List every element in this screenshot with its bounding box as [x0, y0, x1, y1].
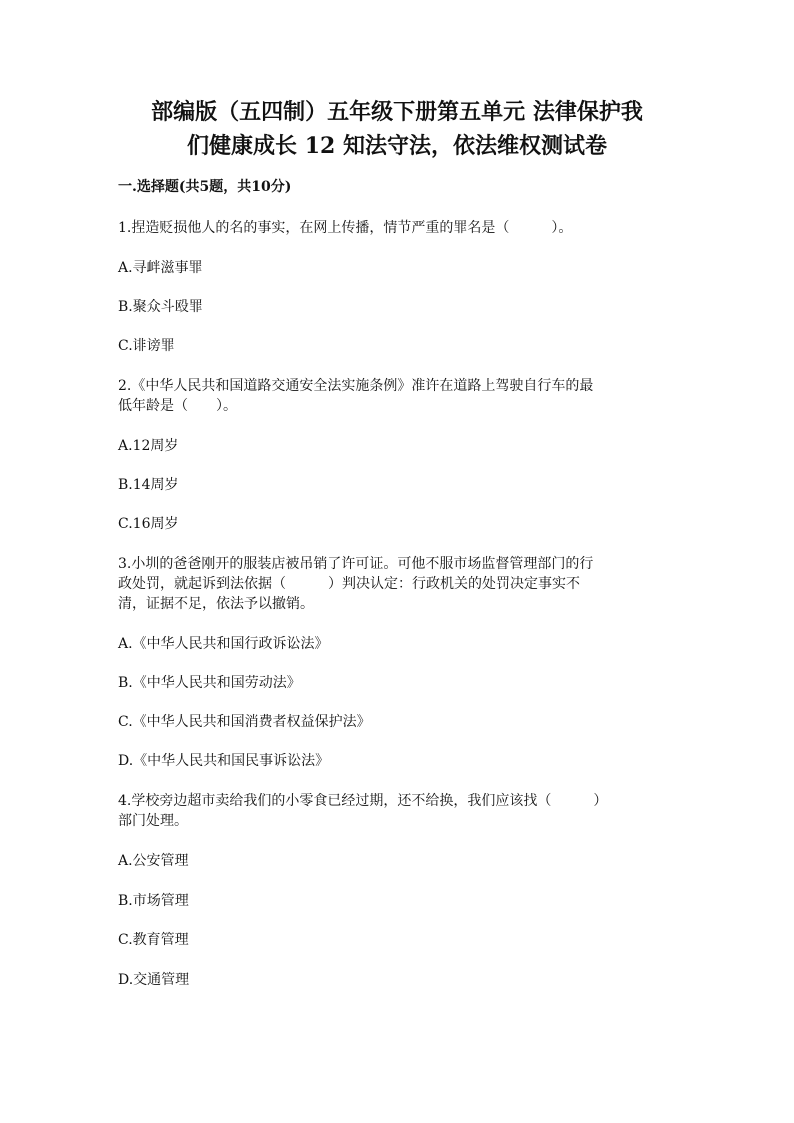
section-heading: 一.选择题(共5题，共10分): [118, 179, 292, 195]
page-title: [110, 95, 684, 163]
question-text-line: 2.《中华人民共和国道路交通安全法实施条例》准许在道路上驾驶自行车的最: [118, 378, 594, 394]
question-text-line: 1.捏造贬损他人的名的事实，在网上传播，情节严重的罪名是（ ）。: [118, 220, 573, 236]
title-line-2: 们健康成长 12 知法守法，依法维权测试卷: [187, 133, 607, 159]
title-line-1: 部编版（五四制）五年级下册第五单元 法律保护我: [151, 99, 643, 125]
question-text-line: 低年龄是（ ）。: [118, 398, 237, 414]
question-text-line: 政处罚，就起诉到法依据（ ）判决认定：行政机关的处罚决定事实不: [118, 576, 580, 592]
option-4a: A.公安管理: [118, 853, 189, 869]
question-3: [118, 554, 678, 614]
question-4: [118, 791, 678, 831]
option-2a: A.12周岁: [118, 438, 179, 454]
question-1: [118, 218, 678, 238]
option-1c: C.诽谤罪: [118, 338, 175, 354]
question-text-line: 4.学校旁边超市卖给我们的小零食已经过期，还不给换，我们应该找（ ）: [118, 793, 608, 809]
option-3d: D.《中华人民共和国民事诉讼法》: [118, 753, 330, 769]
option-4d: D.交通管理: [118, 972, 190, 988]
option-3c: C.《中华人民共和国消费者权益保护法》: [118, 714, 371, 730]
question-2: [118, 376, 678, 416]
option-1b: B.聚众斗殴罪: [118, 299, 203, 315]
option-1a: A.寻衅滋事罪: [118, 260, 203, 276]
question-text-line: 清，证据不足，依法予以撤销。: [118, 596, 314, 612]
option-4b: B.市场管理: [118, 893, 189, 909]
option-2c: C.16周岁: [118, 516, 179, 532]
option-2b: B.14周岁: [118, 477, 179, 493]
option-3b: B.《中华人民共和国劳动法》: [118, 675, 301, 691]
question-text-line: 部门处理。: [118, 813, 188, 829]
option-4c: C.教育管理: [118, 932, 189, 948]
question-text-line: 3.小圳的爸爸刚开的服装店被吊销了许可证。可他不服市场监督管理部门的行: [118, 556, 594, 572]
option-3a: A.《中华人民共和国行政诉讼法》: [118, 636, 329, 652]
